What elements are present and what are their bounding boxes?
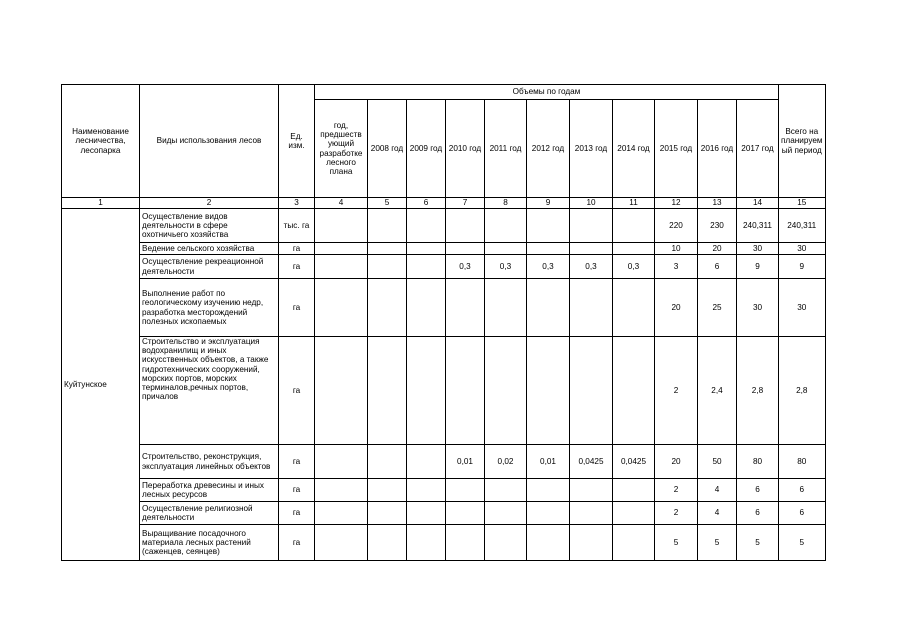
value-cell — [407, 255, 446, 279]
value-cell — [368, 255, 407, 279]
value-cell: 0,3 — [613, 255, 655, 279]
value-cell — [527, 525, 570, 561]
column-number: 2 — [140, 198, 279, 209]
value-cell — [315, 279, 368, 337]
value-cell: 0,3 — [527, 255, 570, 279]
value-cell — [485, 337, 527, 445]
table-row — [62, 525, 826, 561]
value-cell — [315, 337, 368, 445]
value-cell: 5 — [737, 525, 779, 561]
value-cell — [446, 279, 485, 337]
value-cell — [315, 502, 368, 525]
value-cell: 4 — [698, 479, 737, 502]
value-cell — [315, 209, 368, 243]
value-cell — [570, 525, 613, 561]
value-cell — [613, 479, 655, 502]
value-cell — [315, 525, 368, 561]
unit-cell: га — [279, 243, 315, 255]
use-kind-cell: Ведение сельского хозяйства — [140, 243, 279, 255]
value-cell — [485, 502, 527, 525]
value-cell: 0,3 — [570, 255, 613, 279]
header-total: Всего на планируем ый период — [779, 85, 826, 198]
value-cell — [407, 502, 446, 525]
value-cell: 80 — [737, 445, 779, 479]
use-kind-cell: Выращивание посадочного материала лесных растений (саженцев, сеянцев) — [140, 525, 279, 561]
value-cell — [527, 209, 570, 243]
value-cell — [407, 525, 446, 561]
value-cell: 20 — [655, 445, 698, 479]
value-cell: 50 — [698, 445, 737, 479]
value-cell — [446, 209, 485, 243]
table-row — [62, 337, 826, 445]
column-number: 5 — [368, 198, 407, 209]
value-cell: 2 — [655, 337, 698, 445]
value-cell — [368, 337, 407, 445]
header-year-2016: 2016 год — [698, 100, 737, 198]
table-row — [62, 479, 826, 502]
use-kind-cell: Осуществление религиозной деятельности — [140, 502, 279, 525]
value-cell — [527, 279, 570, 337]
value-cell — [485, 209, 527, 243]
use-kind-cell: Переработка древесины и иных лесных ресурсов — [140, 479, 279, 502]
value-cell: 3 — [655, 255, 698, 279]
column-number: 10 — [570, 198, 613, 209]
column-number: 1 — [62, 198, 140, 209]
header-year-2013: 2013 год — [570, 100, 613, 198]
value-cell — [446, 479, 485, 502]
unit-cell: тыс. га — [279, 209, 315, 243]
total-cell: 9 — [779, 255, 826, 279]
total-cell: 240,311 — [779, 209, 826, 243]
value-cell — [315, 255, 368, 279]
header-unit: Ед. изм. — [279, 85, 315, 198]
forest-use-volumes-table — [61, 84, 826, 561]
value-cell — [613, 279, 655, 337]
table-row — [62, 445, 826, 479]
table-row — [62, 279, 826, 337]
value-cell: 0,3 — [446, 255, 485, 279]
value-cell — [570, 479, 613, 502]
value-cell — [368, 502, 407, 525]
value-cell — [570, 337, 613, 445]
value-cell: 6 — [698, 255, 737, 279]
header-use-kind: Виды использования лесов — [140, 85, 279, 198]
value-cell — [613, 525, 655, 561]
value-cell — [446, 502, 485, 525]
value-cell — [570, 279, 613, 337]
column-number: 14 — [737, 198, 779, 209]
unit-cell: га — [279, 525, 315, 561]
value-cell: 9 — [737, 255, 779, 279]
total-cell: 80 — [779, 445, 826, 479]
total-cell: 30 — [779, 279, 826, 337]
header-year-2015: 2015 год — [655, 100, 698, 198]
unit-cell: га — [279, 337, 315, 445]
value-cell: 30 — [737, 243, 779, 255]
unit-cell: га — [279, 279, 315, 337]
column-number: 7 — [446, 198, 485, 209]
header-year-2011: 2011 год — [485, 100, 527, 198]
unit-cell: га — [279, 255, 315, 279]
value-cell: 0,01 — [527, 445, 570, 479]
column-number: 8 — [485, 198, 527, 209]
value-cell — [570, 209, 613, 243]
value-cell — [613, 502, 655, 525]
value-cell: 2 — [655, 502, 698, 525]
value-cell: 30 — [737, 279, 779, 337]
column-number: 11 — [613, 198, 655, 209]
table-row — [62, 502, 826, 525]
use-kind-cell: Осуществление рекреационной деятельности — [140, 255, 279, 279]
value-cell: 4 — [698, 502, 737, 525]
value-cell — [527, 243, 570, 255]
value-cell: 6 — [737, 502, 779, 525]
column-number: 4 — [315, 198, 368, 209]
value-cell — [485, 525, 527, 561]
value-cell: 230 — [698, 209, 737, 243]
value-cell: 20 — [698, 243, 737, 255]
value-cell: 2,8 — [737, 337, 779, 445]
unit-cell: га — [279, 502, 315, 525]
value-cell: 2 — [655, 479, 698, 502]
header-year-2009: 2009 год — [407, 100, 446, 198]
value-cell — [527, 502, 570, 525]
value-cell: 0,02 — [485, 445, 527, 479]
use-kind-cell: Строительство и эксплуатация водохранилищ и иных искусственных объектов, а также гидротехнических сооружений, морских портов, морских терминалов,речных портов, причалов — [140, 337, 279, 445]
total-cell: 30 — [779, 243, 826, 255]
value-cell: 0,3 — [485, 255, 527, 279]
header-year-2008: 2008 год — [368, 100, 407, 198]
value-cell — [446, 337, 485, 445]
value-cell — [527, 337, 570, 445]
value-cell — [446, 243, 485, 255]
use-kind-cell: Выполнение работ по геологическому изучению недр, разработка месторождений полезных ископаемых — [140, 279, 279, 337]
value-cell — [368, 479, 407, 502]
value-cell: 2,4 — [698, 337, 737, 445]
use-kind-cell: Осуществление видов деятельности в сфере охотничьего хозяйства — [140, 209, 279, 243]
total-cell: 2,8 — [779, 337, 826, 445]
value-cell — [407, 479, 446, 502]
value-cell — [613, 337, 655, 445]
value-cell — [315, 445, 368, 479]
value-cell — [368, 445, 407, 479]
value-cell — [315, 243, 368, 255]
value-cell — [485, 243, 527, 255]
column-number: 6 — [407, 198, 446, 209]
column-number: 12 — [655, 198, 698, 209]
header-year-2010: 2010 год — [446, 100, 485, 198]
value-cell: 25 — [698, 279, 737, 337]
value-cell — [407, 445, 446, 479]
total-cell: 6 — [779, 479, 826, 502]
value-cell: 220 — [655, 209, 698, 243]
value-cell: 0,0425 — [613, 445, 655, 479]
unit-cell: га — [279, 445, 315, 479]
column-number: 13 — [698, 198, 737, 209]
value-cell — [485, 279, 527, 337]
value-cell — [613, 209, 655, 243]
use-kind-cell: Строительство, реконструкция, эксплуатация линейных объектов — [140, 445, 279, 479]
value-cell — [407, 243, 446, 255]
header-year-2014: 2014 год — [613, 100, 655, 198]
value-cell: 0,0425 — [570, 445, 613, 479]
column-number: 3 — [279, 198, 315, 209]
value-cell — [613, 243, 655, 255]
table-row — [62, 243, 826, 255]
value-cell: 0,01 — [446, 445, 485, 479]
value-cell — [485, 479, 527, 502]
value-cell — [527, 479, 570, 502]
value-cell — [368, 525, 407, 561]
column-number: 9 — [527, 198, 570, 209]
value-cell — [368, 279, 407, 337]
value-cell: 10 — [655, 243, 698, 255]
value-cell — [368, 209, 407, 243]
header-prior-year: год, предшеств ующий разработке лесного плана — [315, 100, 368, 198]
total-cell: 6 — [779, 502, 826, 525]
header-volumes-by-year: Объемы по годам — [315, 85, 779, 100]
value-cell — [407, 337, 446, 445]
total-cell: 5 — [779, 525, 826, 561]
value-cell: 20 — [655, 279, 698, 337]
value-cell: 5 — [655, 525, 698, 561]
value-cell — [570, 243, 613, 255]
value-cell — [407, 279, 446, 337]
header-year-2017: 2017 год — [737, 100, 779, 198]
column-number-row — [62, 198, 826, 209]
value-cell: 240,311 — [737, 209, 779, 243]
table-row — [62, 209, 826, 243]
header-forestry: Наименование лесничества, лесопарка — [62, 85, 140, 198]
header-year-2012: 2012 год — [527, 100, 570, 198]
column-number: 15 — [779, 198, 826, 209]
value-cell — [368, 243, 407, 255]
unit-cell: га — [279, 479, 315, 502]
table-row — [62, 255, 826, 279]
value-cell — [315, 479, 368, 502]
value-cell — [407, 209, 446, 243]
forestry-name: Куйтунское — [62, 209, 140, 561]
value-cell — [446, 525, 485, 561]
value-cell: 6 — [737, 479, 779, 502]
value-cell: 5 — [698, 525, 737, 561]
value-cell — [570, 502, 613, 525]
